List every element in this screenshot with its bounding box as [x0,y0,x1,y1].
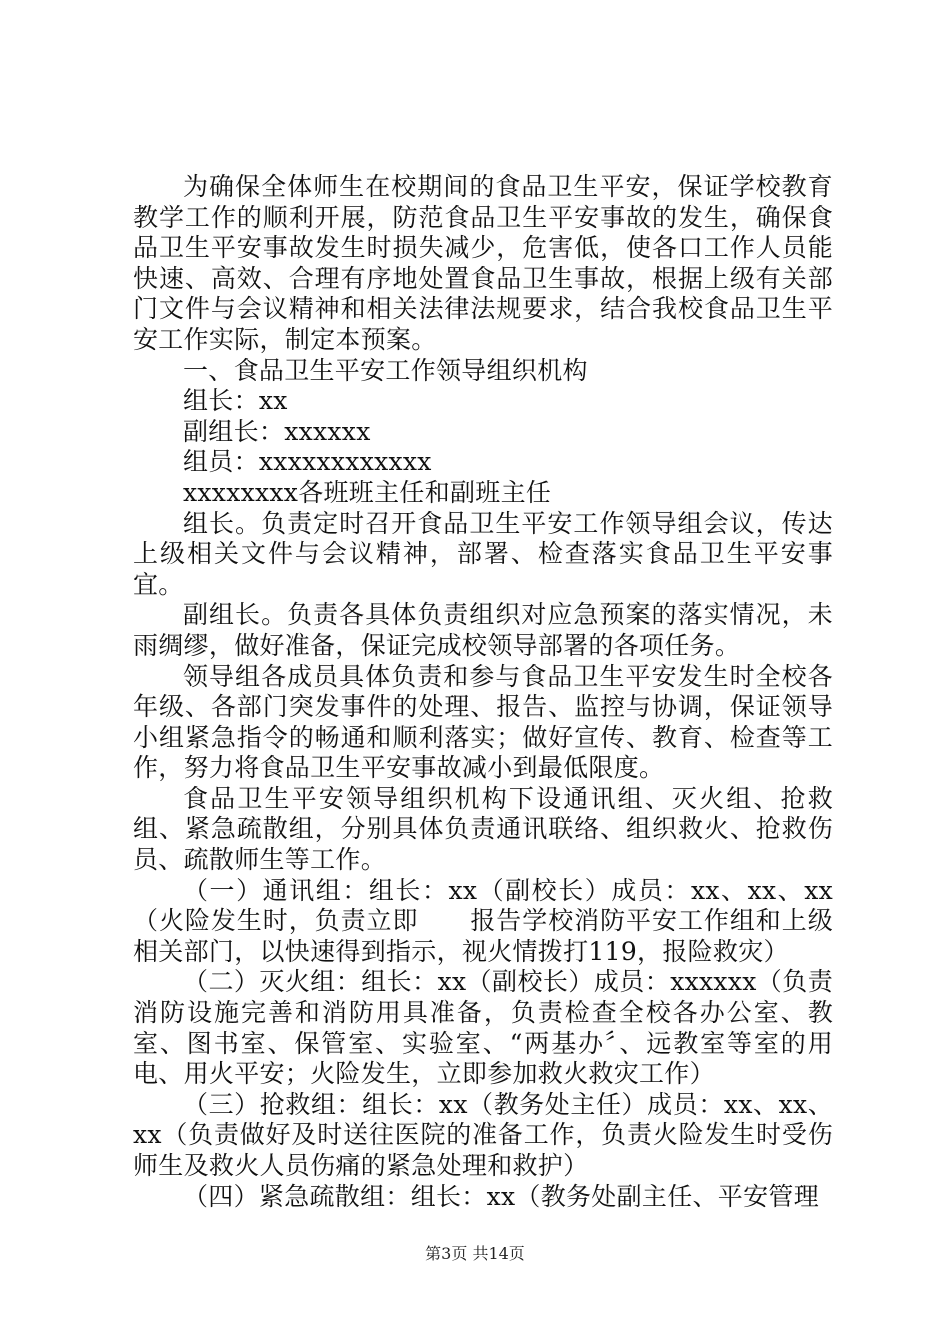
paragraph-subgroups: 食品卫生平安领导组织机构下设通讯组、灭火组、抢救组、紧急疏散组，分别具体负责通讯联络、组织救火、抢救伤员、疏散师生等工作。 [133,783,833,875]
paragraph-deputy-duty: 副组长。负责各具体负责组织对应急预案的落实情况，未雨绸缪，做好准备，保证完成校领导部署的各项任务。 [133,600,833,660]
paragraph-leader-duty: 组长。负责定时召开食品卫生平安工作领导组会议，传达上级相关文件与会议精神，部署、检查落实食品卫生平安事宜。 [133,508,833,599]
document-body [133,172,833,1212]
paragraph-members-duty: 领导组各成员具体负责和参与食品卫生平安发生时全校各年级、各部门突发事件的处理、报告、监控与协调，保证领导小组紧急指令的畅通和顺利落实；做好宣传、教育、检查等工作，努力将食品卫生平安事故减小到最低限度。 [133,661,833,783]
paragraph-intro: 为确保全体师生在校期间的食品卫生平安，保证学校教育教学工作的顺利开展，防范食品卫生平安事故的发生，确保食品卫生平安事故发生时损失减少，危害低，使各口工作人员能快速、高效、合理有序地处置食品卫生事故，根据上级有关部门文件与会议精神和相关法律法规要求，结合我校食品卫生平安工作实际，制定本预案。 [133,172,833,354]
leader-line: 组长：xx [183,386,288,416]
page-number-footer: 第3页 共14页 [425,1244,525,1263]
members-line: 组员：xxxxxxxxxxxx [183,447,432,477]
section-heading: 一、食品卫生平安工作领导组织机构 [183,355,588,385]
paragraph-communication-group: （一）通讯组：组长：xx（副校长）成员：xx、xx、xx（火险发生时，负责立即 报告学校消防平安工作组和上级相关部门，以快速得到指示，视火情拨打119，报险救灾） [133,875,833,966]
paragraph-evacuation-group: （四）紧急疏散组：组长：xx（教务处副主任、平安管理 [183,1181,820,1211]
deputy-leader-line: 副组长：xxxxxx [183,416,371,446]
paragraph-firefighting-group: （二）灭火组：组长：xx（副校长）成员：xxxxxx（负责消防设施完善和消防用具准备，负责检查全校各办公室、教室、图书室、保管室、实验室、“两基办〞、远教室等室的用电、用火平安；火险发生，立即参加救火救灾工作） [133,967,833,1089]
class-teachers-line: xxxxxxxx各班班主任和副班主任 [183,477,552,507]
paragraph-rescue-group: （三）抢救组：组长：xx（教务处主任）成员：xx、xx、xx（负责做好及时送往医院的准备工作，负责火险发生时受伤师生及救火人员伤痛的紧急处理和救护） [133,1089,833,1180]
